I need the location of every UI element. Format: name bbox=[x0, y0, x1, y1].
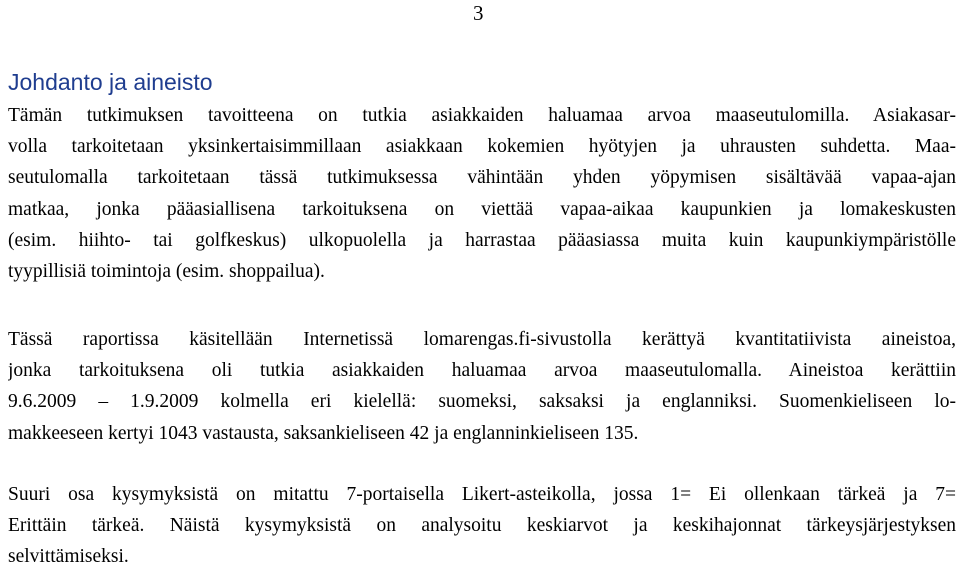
text-line: 9.6.2009 – 1.9.2009 kolmella eri kielellä: suomeksi, saksaksi ja englanniksi. Suomenkieliseen lo- bbox=[8, 391, 956, 413]
text-line: seutulomalla tarkoitetaan tässä tutkimuksessa vähintään yhden yöpymisen sisältävää vapaa-ajan bbox=[8, 167, 956, 189]
paragraph-data-collection bbox=[8, 324, 956, 449]
text-line: Tässä raportissa käsitellään Internetissä lomarengas.fi-sivustolla kerättyä kvantitatiivista aineistoa, bbox=[8, 329, 956, 350]
text-line: Erittäin tärkeä. Näistä kysymyksistä on analysoitu keskiarvot ja keskihajonnat tärkeysjärjestyksen bbox=[8, 515, 956, 537]
text-line: makkeeseen kertyi 1043 vastausta, saksankieliseen 42 ja englanninkieliseen 135. bbox=[8, 422, 639, 444]
text-line: (esim. hiihto- tai golfkeskus) ulkopuolella ja harrastaa pääasiassa muita kuin kaupunkiympäristölle bbox=[8, 229, 956, 251]
page-number: 3 bbox=[473, 1, 484, 25]
section-heading: Johdanto ja aineisto bbox=[8, 69, 213, 95]
text-line: jonka tarkoituksena oli tutkia asiakkaiden haluamaa arvoa maaseutulomalla. Aineistoa kerättiin bbox=[8, 360, 956, 382]
text-line: Tämän tutkimuksen tavoitteena on tutkia asiakkaiden haluamaa arvoa maaseutulomilla. Asiakasar- bbox=[8, 105, 956, 126]
text-line: tyypillisiä toimintoja (esim. shoppailua). bbox=[8, 260, 325, 282]
text-line: Suuri osa kysymyksistä on mitattu 7-portaisella Likert-asteikolla, jossa 1= Ei ollenkaan tärkeä ja 7= bbox=[8, 484, 956, 505]
paragraph-introduction bbox=[8, 100, 956, 287]
text-line: selvittämiseksi. bbox=[8, 546, 129, 568]
paragraph-methodology bbox=[8, 479, 956, 573]
text-line: volla tarkoitetaan yksinkertaisimmillaan asiakkaan kokemien hyötyjen ja uhrausten suhdetta. Maa- bbox=[8, 136, 956, 158]
text-line: matkaa, jonka pääasiallisena tarkoituksena on viettää vapaa-aikaa kaupunkien ja lomakeskusten bbox=[8, 198, 956, 220]
